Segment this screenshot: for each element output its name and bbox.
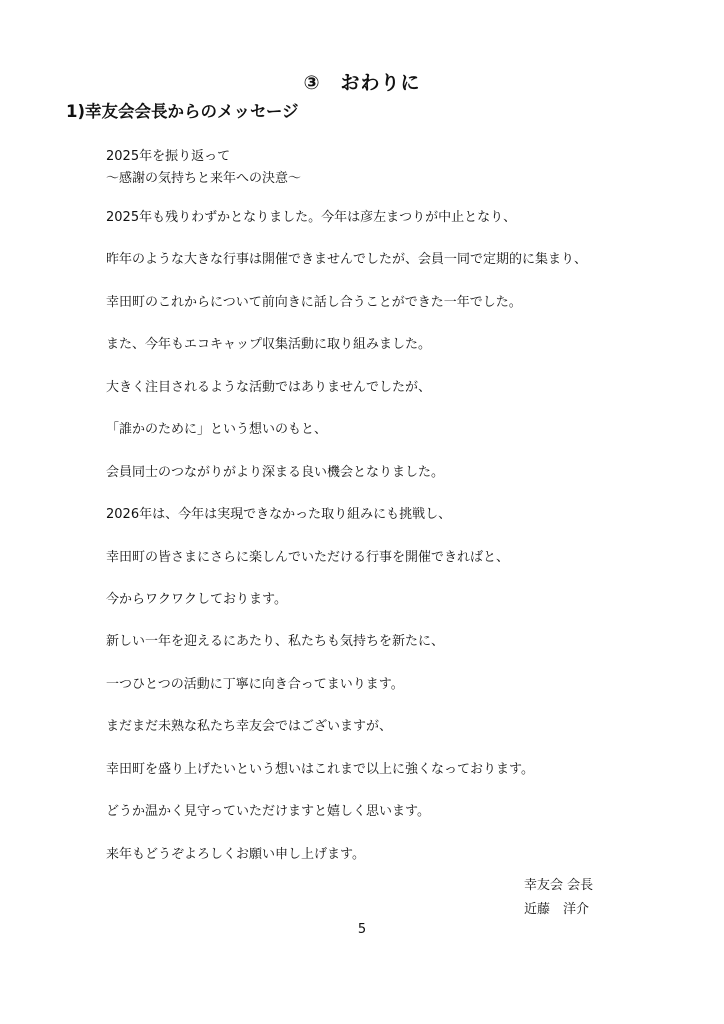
subsection-title: 1)幸友会会長からのメッセージ [66, 102, 299, 121]
message-line: 幸田町を盛り上げたいという想いはこれまで以上に強くなっております。 [106, 761, 534, 777]
signature-role: 幸友会 会長 [524, 878, 594, 893]
message-line: 2026年は、今年は実現できなかった取り組みにも挑戦し、 [106, 507, 452, 523]
message-line: 幸田町のこれからについて前向きに話し合うことができた一年でした。 [106, 294, 522, 310]
message-line: どうか温かく見守っていただけますと嬉しく思います。 [106, 804, 430, 820]
message-line: 「誰かのために」という想いのもと、 [106, 422, 328, 438]
message-line: 昨年のような大きな行事は開催できませんでしたが、会員一同で定期的に集まり、 [106, 252, 588, 268]
message-line: 新しい一年を迎えるにあたり、私たちも気持ちを新たに、 [106, 634, 445, 650]
message-line: 会員同士のつながりがより深まる良い機会となりました。 [106, 464, 445, 480]
message-line: 来年もどうぞよろしくお願い申し上げます。 [106, 846, 365, 862]
section-title: ③ おわりに [303, 72, 421, 94]
message-intro [106, 146, 301, 190]
message-line: まだまだ未熟な私たち幸友会ではございますが、 [106, 719, 393, 735]
message-line: 一つひとつの活動に丁寧に向き合ってまいります。 [106, 676, 404, 692]
message-line: 2025年も残りわずかとなりました。今年は彦左まつりが中止となり、 [106, 210, 517, 225]
message-body [106, 207, 587, 886]
page-number: 5 [357, 922, 367, 937]
intro-title: 2025年を振り返って [106, 149, 231, 164]
signature-block [524, 874, 593, 922]
intro-subtitle: ～感謝の気持ちと来年への決意～ [106, 171, 302, 186]
signature-name: 近藤 洋介 [524, 902, 590, 917]
message-line: また、今年もエコキャップ収集活動に取り組みました。 [106, 337, 432, 353]
message-line: 幸田町の皆さまにさらに楽しんでいただける行事を開催できればと、 [106, 549, 510, 565]
message-line: 今からワクワクしております。 [106, 591, 287, 607]
message-line: 大きく注目されるような活動ではありませんでしたが、 [106, 379, 432, 395]
